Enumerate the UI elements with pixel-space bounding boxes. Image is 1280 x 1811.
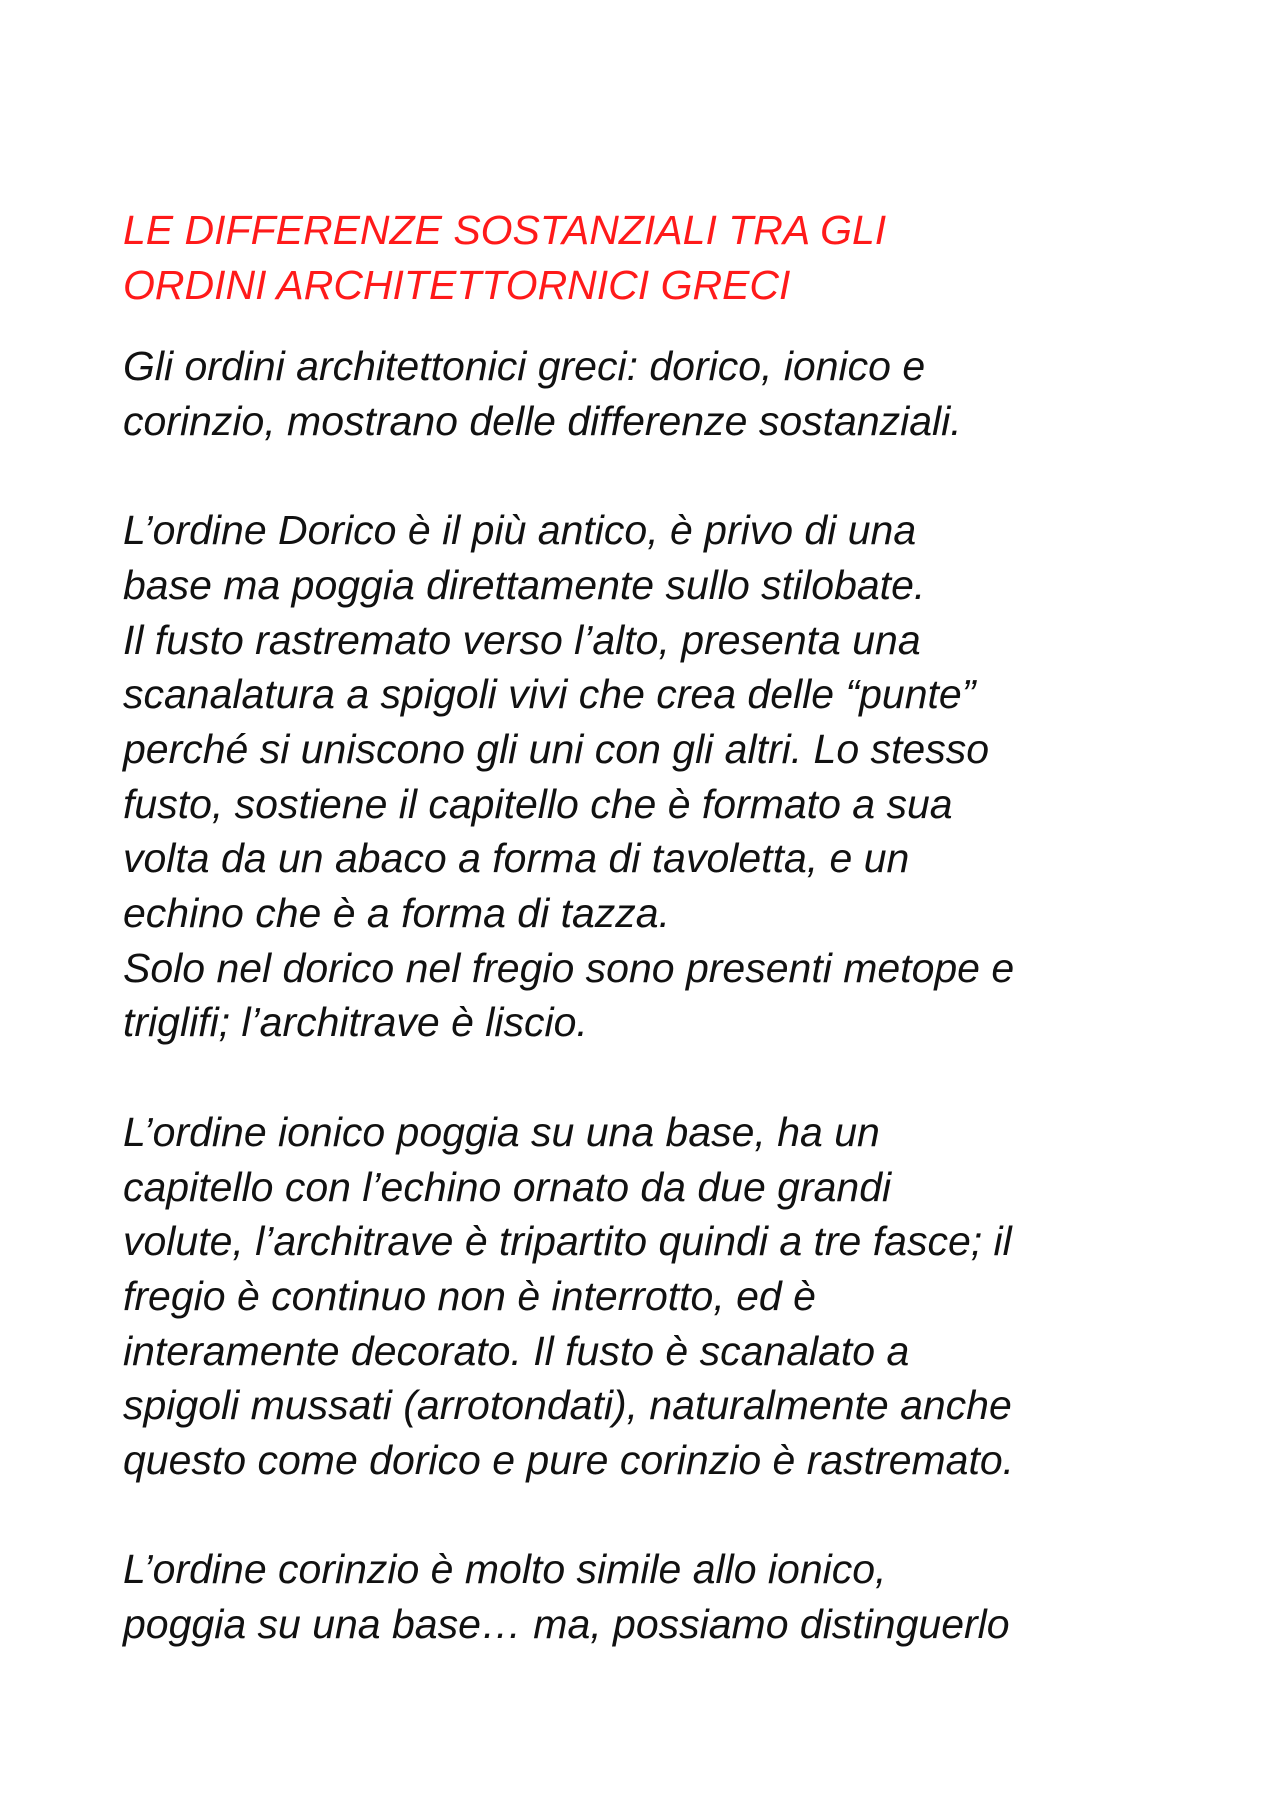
text-line: base ma poggia direttamente sullo stilobate. [123,561,926,608]
text-line: volta da un abaco a forma di tavoletta, e un [123,835,910,882]
paragraph-intro [123,339,1243,448]
title-line: LE DIFFERENZE SOSTANZIALI TRA GLI [123,207,887,253]
text-line: fusto, sostiene il capitello che è formato a sua [123,780,953,827]
text-line: echino che è a forma di tazza. [123,890,670,937]
text-line: poggia su una base… ma, possiamo distinguerlo [123,1601,1010,1648]
text-line: questo come dorico e pure corinzio è rastremato. [123,1437,1015,1484]
paragraph-spacer [123,1050,1243,1105]
text-line: Il fusto rastremato verso l’alto, presenta una [123,616,921,663]
paragraph-spacer [123,1488,1243,1543]
text-line: capitello con l’echino ornato da due grandi [123,1163,892,1210]
text-line: fregio è continuo non è interrotto, ed è [123,1272,816,1319]
text-line: spigoli mussati (arrotondati), naturalmente anche [123,1382,1012,1429]
text-line: Solo nel dorico nel fregio sono presenti metope e [123,944,1015,991]
text-line: scanalatura a spigoli vivi che crea delle “punte” [123,671,976,718]
text-line: interamente decorato. Il fusto è scanalato a [123,1327,910,1374]
spacer [123,313,1243,339]
text-line: corinzio, mostrano delle differenze sostanziali. [123,397,962,444]
text-line: L’ordine corinzio è molto simile allo ionico, [123,1546,887,1593]
document-title [123,203,1243,313]
paragraph-dorico [123,503,1243,1050]
paragraph-spacer [123,448,1243,503]
text-line: L’ordine ionico poggia su una base, ha un [123,1108,880,1155]
text-line: Gli ordini architettonici greci: dorico, ionico e [123,343,926,389]
text-line: triglifi; l’architrave è liscio. [123,999,588,1046]
text-line: perché si uniscono gli uni con gli altri. Lo stesso [123,725,990,772]
text-line: volute, l’architrave è tripartito quindi a tre fasce; il [123,1218,1012,1265]
title-line: ORDINI ARCHITETTORNICI GRECI [123,262,791,308]
document-content [123,203,1243,1652]
paragraph-ionico [123,1105,1243,1488]
text-line: L’ordine Dorico è il più antico, è privo di una [123,507,917,554]
paragraph-corinzio [123,1542,1243,1651]
